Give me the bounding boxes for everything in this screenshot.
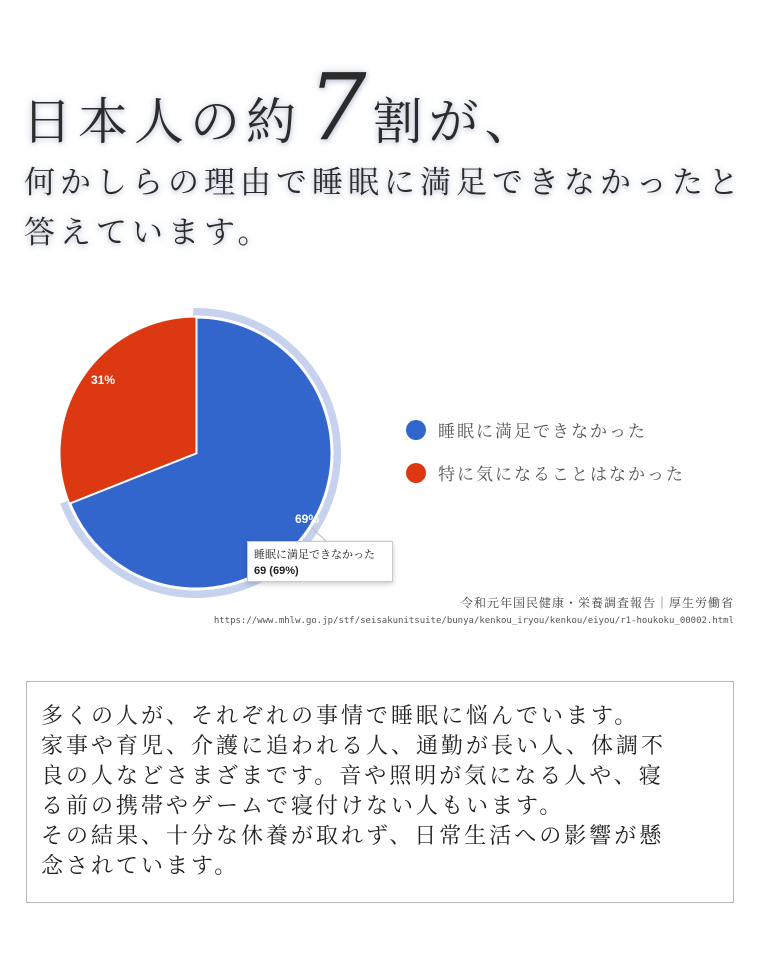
body-line-1: 多くの人が、それぞれの事情で睡眠に悩んでいます。 [41, 704, 640, 729]
legend-swatch-blue [406, 420, 426, 440]
legend-swatch-red [406, 463, 426, 483]
pie-label-1: 69% [294, 512, 320, 527]
body-line-2: 家事や育児、介護に追われる人、通勤が長い人、体調不 [41, 734, 667, 759]
headline-part2: 割が、 [372, 93, 541, 151]
headline-seven: 7 [308, 54, 367, 161]
tooltip-label: 睡眠に満足できなかった [254, 549, 375, 561]
source-citation: 令和元年国民健康・栄養調査報告｜厚生労働省 [460, 596, 734, 610]
body-text-box [26, 681, 734, 903]
tooltip-value: 69 (69%) [254, 565, 299, 577]
chart-tooltip [247, 541, 393, 582]
legend-label-no-concern: 特に気になることはなかった [438, 465, 685, 485]
body-line-3: 良の人などさまざまです。音や照明が気になる人や、寝 [41, 764, 664, 789]
headline [22, 54, 541, 161]
legend-item-no-concern[interactable] [406, 451, 685, 494]
pie-label-2: 31% [90, 372, 116, 387]
body-line-4: る前の携帯やゲームで寝付けない人もいます。 [41, 794, 565, 819]
headline-part1: 日本人の約 [22, 93, 302, 151]
subheadline: 何かしらの理由で睡眠に満足できなかったと答えています。 [24, 165, 744, 251]
body-line-5: その結果、十分な休養が取れず、日常生活への影響が懸 [41, 824, 665, 849]
body-line-6: 念されています。 [41, 854, 240, 879]
legend-label-unsatisfied: 睡眠に満足できなかった [438, 422, 647, 442]
chart-legend [406, 408, 685, 494]
source-url[interactable]: https://www.mhlw.go.jp/stf/seisakunitsuite/bunya/kenkou_iryou/kenkou/eiyou/r1-houkoku_00002.html [213, 616, 734, 626]
legend-item-unsatisfied[interactable] [406, 408, 685, 451]
